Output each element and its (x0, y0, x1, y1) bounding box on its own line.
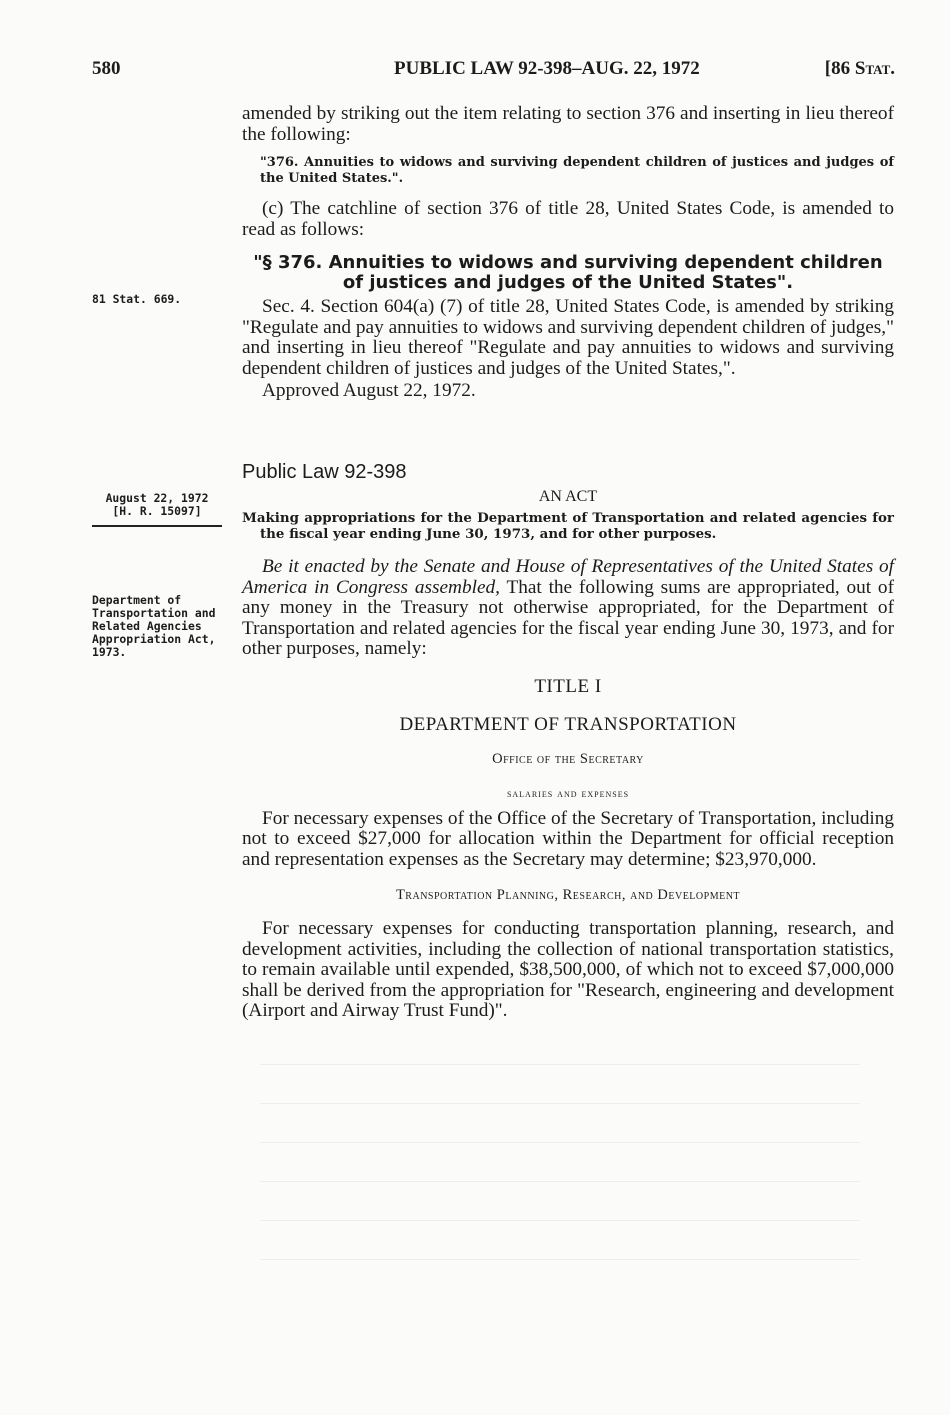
catchline-amend-paragraph: (c) The catchline of section 376 of title 28, United States Code, is amended to read as follows: (242, 198, 894, 240)
enacting-clause (242, 557, 894, 660)
margin-rule (92, 525, 222, 527)
amend-paragraph: amended by striking out the item relating to section 376 and inserting in lieu thereof the following: (242, 103, 894, 145)
section-376-catchline: "§ 376. Annuities to widows and surviving dependent children of justices and judges of the United States". (253, 252, 883, 293)
enacting-clause-italic: Be it enacted by the Senate and House of Representatives of the United States of America in Congress assembled, (242, 556, 894, 598)
approved-line: Approved August 22, 1972. (262, 380, 476, 401)
law-name: Public Law 92-398 (242, 461, 407, 483)
item-376: "376. Annuities to widows and surviving dependent children of justices and judges of the United States.". (260, 155, 894, 186)
section-4-paragraph: Sec. 4. Section 604(a) (7) of title 28, United States Code, is amended by striking "Regulate and pay annuities to widows and surviving dependent children of judges," and inserting in lieu thereof "Regulate and pay annuities to widows and surviving dependent children of justices and judges of the United States,". (242, 296, 894, 379)
bleed-through-area (260, 1040, 860, 1370)
planning-heading: Transportation Planning, Research, and Development (395, 887, 741, 903)
department-heading: DEPARTMENT OF TRANSPORTATION (399, 713, 737, 735)
act-purpose: Making appropriations for the Department of Transportation and related agencies for the fiscal year ending June 30, 1973, and for other purposes. (242, 510, 894, 542)
salaries-paragraph: For necessary expenses of the Office of the Secretary of Transportation, including not to exceed $27,000 for allocation within the Department for official reception and representation expenses as the Secretary may determine; $23,970,000. (242, 807, 894, 870)
public-law-section (242, 460, 894, 1022)
margin-date-block (92, 492, 222, 518)
planning-paragraph: For necessary expenses for conducting transportation planning, research, and development activities, including the collection of national transportation statistics, to remain available until expended, $38,500,000, of which not to exceed $7,000,000 shall be derived from the appropriation for "Research, engineering and development (Airport and Airway Trust Fund)". (242, 918, 894, 1021)
header-volume: [86 Stat. (824, 58, 895, 79)
header-title: PUBLIC LAW 92-398–AUG. 22, 1972 (394, 58, 700, 79)
office-heading: Office of the Secretary (492, 750, 644, 767)
title-number: TITLE I (534, 675, 602, 697)
enacting-clause-rest: That the following sums are appropriated, out of any money in the Treasury not otherwise appropriated, for the Department of Transportation and related agencies for the fiscal year ending June 30, 1973, and for other purposes, namely: (242, 576, 894, 659)
salaries-subheading: salaries and expenses (506, 785, 630, 800)
page-number: 580 (92, 58, 121, 79)
margin-date: August 22, 1972 (105, 491, 209, 505)
an-act-label: AN ACT (538, 488, 598, 505)
margin-stat-reference: 81 Stat. 669. (92, 292, 182, 306)
previous-law-section (242, 104, 894, 402)
running-header (92, 58, 895, 82)
margin-bill-number: [H. R. 15097] (112, 504, 202, 518)
margin-short-title: Department of Transportation and Related Agencies Appropriation Act, 1973. (92, 593, 216, 659)
